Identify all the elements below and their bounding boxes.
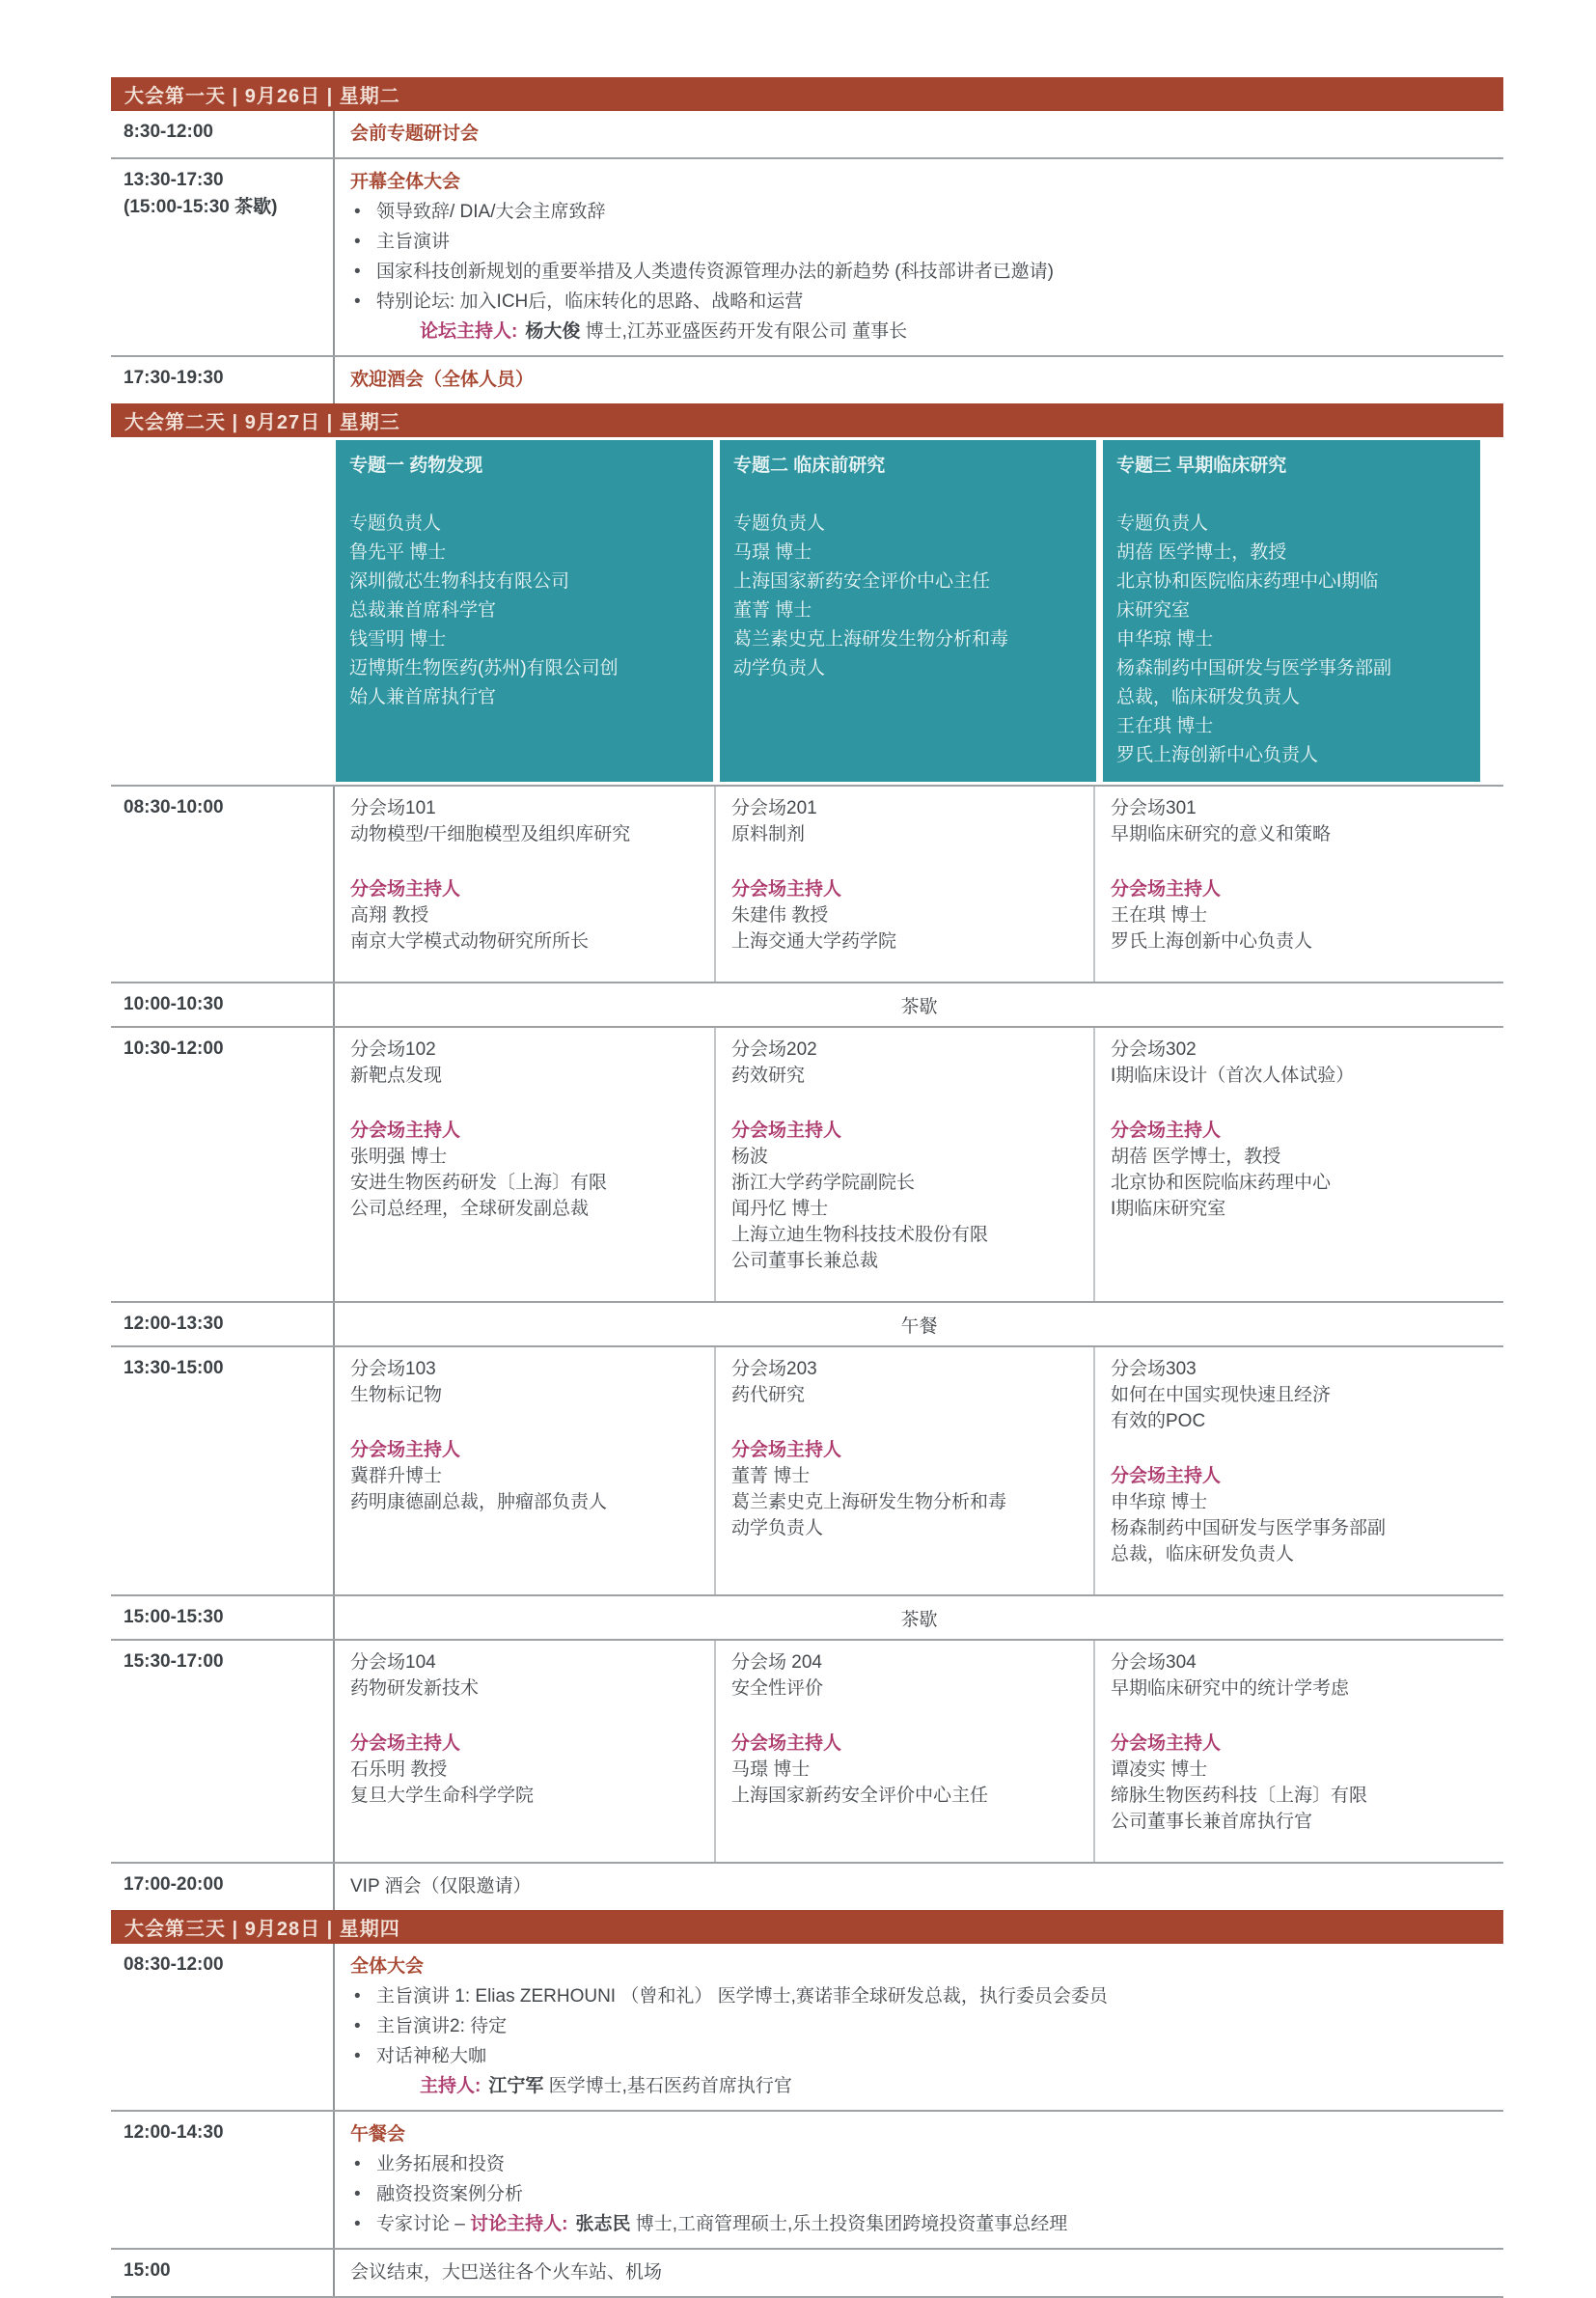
topic-title: 专题二 临床前研究 <box>733 456 886 476</box>
time-label: 08:30-10:00 <box>124 797 224 817</box>
session-title-line: 原料制剂 <box>731 824 806 844</box>
content-cell <box>333 159 1503 355</box>
topic-line: 罗氏上海创新中心负责人 <box>1116 745 1319 765</box>
event-title: 全体大会 <box>350 1956 425 1977</box>
session-title-line: 生物标记物 <box>350 1385 443 1405</box>
session-chair-line: 马璟 博士 <box>731 1759 811 1780</box>
line-body: 融资投资案例分析 <box>376 2184 524 2204</box>
agenda-line <box>350 317 1490 346</box>
content-cell <box>333 983 1503 1026</box>
content-cell <box>333 1641 1503 1862</box>
agenda-row-bullets <box>111 2112 1503 2250</box>
moderator-label: 讨论主持人: <box>470 2214 568 2234</box>
content-cell <box>333 1944 1503 2110</box>
agenda-line <box>350 2011 1490 2041</box>
agenda-row-topics <box>111 437 1503 787</box>
session-chair-line: 冀群升博士 <box>350 1466 443 1486</box>
time-label: 17:30-19:30 <box>124 368 224 388</box>
time-label: 08:30-12:00 <box>124 1954 224 1975</box>
line-body: 特别论坛: 加入ICH后，临床转化的思路、战略和运营 <box>376 291 804 312</box>
content-cell <box>333 111 1503 157</box>
agenda-line <box>350 2209 1490 2239</box>
agenda-row-title <box>111 111 1503 159</box>
bullet-icon: • <box>354 2046 361 2066</box>
time-label: 15:00-15:30 <box>124 1607 224 1627</box>
topic-line: 床研究室 <box>1116 600 1191 621</box>
session-chair-line: 胡蓓 医学博士，教授 <box>1111 1147 1281 1167</box>
session-chair-line: 公司董事长兼总裁 <box>731 1251 879 1271</box>
line-body: 医学博士,基石医药首席执行官 <box>543 2076 792 2096</box>
line-body: 主旨演讲 <box>376 232 451 252</box>
line-body: 主旨演讲2: 待定 <box>376 2016 508 2036</box>
topic-line: 总裁兼首席科学官 <box>349 600 497 621</box>
line-body: 对话神秘大咖 <box>376 2046 487 2066</box>
session-cell-3 <box>1093 787 1503 982</box>
line-body: 博士,江苏亚盛医药开发有限公司 董事长 <box>580 321 908 342</box>
session-chair-line: 高翔 教授 <box>350 905 429 926</box>
session-chair-line: 朱建伟 教授 <box>731 905 829 926</box>
topic-line: 胡蓓 医学博士，教授 <box>1116 542 1287 563</box>
person-name: 杨大俊 <box>525 321 581 342</box>
bullet-icon: • <box>354 2154 361 2174</box>
break-label: 茶歇 <box>900 996 938 1017</box>
break-label: 午餐 <box>900 1315 938 1337</box>
topic-line: 总裁，临床研发负责人 <box>1116 687 1301 707</box>
agenda-row-sessions <box>111 787 1503 983</box>
day-header-label: 大会第三天 | 9月28日 | 星期四 <box>124 1919 400 1940</box>
time-label: 8:30-12:00 <box>124 122 213 142</box>
time-label: 15:30-17:00 <box>124 1651 224 1672</box>
session-chair-line: 公司总经理，全球研发副总裁 <box>350 1199 590 1219</box>
topic-line: 钱雪明 博士 <box>349 629 447 650</box>
agenda-line <box>350 2071 1490 2101</box>
session-chair-label: 分会场主持人 <box>1111 1466 1222 1486</box>
agenda-row-break <box>111 1303 1503 1347</box>
session-chair-line: 复旦大学生命科学学院 <box>350 1786 535 1806</box>
session-title-line: I期临床设计（首次人体试验） <box>1111 1066 1355 1086</box>
line-text <box>376 287 1490 317</box>
session-chair-line: 北京协和医院临床药理中心 <box>1111 1173 1332 1193</box>
bullet-icon: • <box>354 1986 361 2007</box>
session-chair-label: 分会场主持人 <box>350 1121 461 1141</box>
agenda-row-sessions <box>111 1347 1503 1596</box>
agenda-row-break <box>111 1596 1503 1641</box>
session-chair-line: 王在琪 博士 <box>1111 905 1208 926</box>
session-chair-line: 申华琼 博士 <box>1111 1492 1208 1512</box>
agenda-line <box>350 257 1490 287</box>
agenda-line <box>350 197 1490 227</box>
session-chair-line: 石乐明 教授 <box>350 1759 448 1780</box>
time-cell <box>111 787 333 982</box>
session-chair-label: 分会场主持人 <box>1111 879 1222 900</box>
content-cell <box>333 1347 1503 1594</box>
session-chair-line: 药明康德副总裁，肿瘤部负责人 <box>350 1492 608 1512</box>
line-text <box>376 257 1490 287</box>
person-name: 张志民 <box>575 2214 631 2234</box>
line-prefix: 专家讨论 – <box>376 2214 471 2234</box>
topic-line: 王在琪 博士 <box>1116 716 1214 736</box>
topic-line: 上海国家新药安全评价中心主任 <box>733 571 991 592</box>
time-label: 13:30-17:30 <box>124 170 224 190</box>
session-chair-line: 公司董事长兼首席执行官 <box>1111 1812 1313 1832</box>
line-body: 博士,工商管理硕士,乐土投资集团跨境投资董事总经理 <box>630 2214 1068 2234</box>
session-code: 分会场303 <box>1111 1359 1197 1379</box>
time-label: 12:00-14:30 <box>124 2122 224 2143</box>
event-title: 欢迎酒会（全体人员） <box>350 370 535 390</box>
session-chair-line: 上海立迪生物科技技术股份有限 <box>731 1225 989 1245</box>
bullet-icon: • <box>354 2016 361 2036</box>
topic-line: 专题负责人 <box>733 513 826 534</box>
time-cell <box>111 1864 333 1910</box>
line-text <box>420 317 1490 346</box>
session-code: 分会场103 <box>350 1359 436 1379</box>
session-cell-2 <box>714 1641 1093 1862</box>
content-cell <box>333 1303 1503 1345</box>
session-chair-line: 杨森制药中国研发与医学事务部副 <box>1111 1518 1387 1538</box>
bullet-icon: • <box>354 232 361 252</box>
bullet-icon: • <box>354 262 361 282</box>
session-chair-line: 安进生物医药研发〔上海〕有限 <box>350 1173 608 1193</box>
topic-line: 深圳微芯生物科技有限公司 <box>349 571 570 592</box>
topic-line: 鲁先平 博士 <box>349 542 447 563</box>
session-cell-3 <box>1093 1028 1503 1301</box>
time-cell <box>111 1303 333 1345</box>
event-title: 午餐会 <box>350 2124 406 2145</box>
time-label: 12:00-13:30 <box>124 1314 224 1334</box>
session-chair-label: 分会场主持人 <box>731 1121 842 1141</box>
day-1-header-bar <box>111 77 1503 111</box>
topic-line: 杨森制药中国研发与医学事务部副 <box>1116 658 1392 678</box>
time-cell <box>111 159 333 355</box>
event-title: VIP 酒会（仅限邀请） <box>350 1876 532 1897</box>
time-cell <box>111 437 333 785</box>
agenda-row-sessions <box>111 1641 1503 1864</box>
session-title-line: 药代研究 <box>731 1385 806 1405</box>
session-chair-label: 分会场主持人 <box>1111 1733 1222 1754</box>
agenda-line <box>350 2041 1490 2071</box>
moderator-label: 论坛主持人: <box>420 321 518 342</box>
agenda-row-title <box>111 1864 1503 1910</box>
session-chair-line: 动学负责人 <box>731 1518 824 1538</box>
agenda-row-bullets <box>111 1944 1503 2112</box>
time-cell <box>111 111 333 157</box>
session-cell-1 <box>335 1347 714 1594</box>
line-body: 业务拓展和投资 <box>376 2154 506 2174</box>
day-header-label: 大会第一天 | 9月26日 | 星期二 <box>124 86 400 107</box>
time-label: 17:00-20:00 <box>124 1874 224 1895</box>
content-cell <box>333 787 1503 982</box>
session-code: 分会场203 <box>731 1359 817 1379</box>
session-cell-2 <box>714 787 1093 982</box>
session-cell-3 <box>1093 1347 1503 1594</box>
session-chair-line: I期临床研究室 <box>1111 1199 1226 1219</box>
topic-line: 迈博斯生物医药(苏州)有限公司创 <box>349 658 619 678</box>
session-code: 分会场102 <box>350 1039 436 1060</box>
time-label: 10:00-10:30 <box>124 994 224 1014</box>
session-chair-label: 分会场主持人 <box>731 879 842 900</box>
session-code: 分会场302 <box>1111 1039 1197 1060</box>
topic-box-2 <box>720 440 1096 782</box>
line-text <box>376 227 1490 257</box>
time-cell <box>111 1347 333 1594</box>
session-code: 分会场104 <box>350 1652 436 1673</box>
line-text <box>376 1981 1490 2011</box>
time-cell <box>111 1028 333 1301</box>
time-cell <box>111 2112 333 2248</box>
session-chair-line: 上海交通大学药学院 <box>731 931 897 952</box>
session-code: 分会场202 <box>731 1039 817 1060</box>
day-3-header-bar <box>111 1910 1503 1944</box>
session-chair-line: 上海国家新药安全评价中心主任 <box>731 1786 989 1806</box>
bullet-icon: • <box>354 291 361 312</box>
session-chair-label: 分会场主持人 <box>350 1440 461 1460</box>
time-cell <box>111 1944 333 2110</box>
session-title-line: 药效研究 <box>731 1066 806 1086</box>
topic-line: 葛兰素史克上海研发生物分析和毒 <box>733 629 1009 650</box>
break-label: 茶歇 <box>900 1609 938 1630</box>
session-code: 分会场301 <box>1111 798 1197 818</box>
event-title: 会议结束，大巴送往各个火车站、机场 <box>350 2262 663 2283</box>
session-title-line: 新靶点发现 <box>350 1066 443 1086</box>
session-chair-label: 分会场主持人 <box>1111 1121 1222 1141</box>
agenda-row-break <box>111 983 1503 1028</box>
topic-title: 专题一 药物发现 <box>349 456 483 476</box>
time-label: 13:30-15:00 <box>124 1358 224 1378</box>
event-title: 会前专题研讨会 <box>350 124 480 144</box>
session-chair-line: 葛兰素史克上海研发生物分析和毒 <box>731 1492 1007 1512</box>
content-cell <box>333 1028 1503 1301</box>
session-code: 分会场 204 <box>731 1652 822 1673</box>
session-code: 分会场201 <box>731 798 817 818</box>
bullet-icon: • <box>354 2214 361 2234</box>
session-chair-label: 分会场主持人 <box>350 879 461 900</box>
time-cell <box>111 983 333 1026</box>
time-label: 15:00 <box>124 2260 171 2281</box>
time-sub-label: (15:00-15:30 茶歇) <box>124 197 278 217</box>
line-text <box>420 2071 1490 2101</box>
topic-line: 董菁 博士 <box>733 600 812 621</box>
time-cell <box>111 1641 333 1862</box>
content-cell <box>333 437 1503 785</box>
session-title-line: 早期临床研究的意义和策略 <box>1111 824 1332 844</box>
agenda-row-title <box>111 357 1503 403</box>
topic-title: 专题三 早期临床研究 <box>1116 456 1287 476</box>
agenda-line <box>350 227 1490 257</box>
agenda-line <box>350 2149 1490 2179</box>
session-title-line: 如何在中国实现快速且经济 <box>1111 1385 1332 1405</box>
agenda-line <box>350 2179 1490 2209</box>
bullet-icon: • <box>354 2184 361 2204</box>
content-cell <box>333 1864 1503 1910</box>
time-cell <box>111 1596 333 1639</box>
session-chair-label: 分会场主持人 <box>350 1733 461 1754</box>
session-chair-line: 闻丹忆 博士 <box>731 1199 829 1219</box>
topic-line: 北京协和医院临床药理中心I期临 <box>1116 571 1379 592</box>
line-body: 领导致辞/ DIA/大会主席致辞 <box>376 202 606 222</box>
day-2-header-bar <box>111 403 1503 437</box>
session-chair-line: 董菁 博士 <box>731 1466 811 1486</box>
session-code: 分会场304 <box>1111 1652 1197 1673</box>
line-body: 国家科技创新规划的重要举措及人类遗传资源管理办法的新趋势 (科技部讲者已邀请) <box>376 262 1054 282</box>
topic-box-3 <box>1103 440 1480 782</box>
day-header-label: 大会第二天 | 9月27日 | 星期三 <box>124 412 400 433</box>
session-chair-line: 浙江大学药学院副院长 <box>731 1173 916 1193</box>
topic-line: 动学负责人 <box>733 658 826 678</box>
session-code: 分会场101 <box>350 798 436 818</box>
line-text <box>376 197 1490 227</box>
line-text <box>376 2041 1490 2071</box>
line-text <box>376 2149 1490 2179</box>
content-cell <box>333 357 1503 403</box>
topic-box-1 <box>336 440 713 782</box>
topic-line: 马璟 博士 <box>733 542 812 563</box>
agenda-row-title <box>111 2250 1503 2298</box>
content-cell <box>333 2250 1503 2296</box>
topic-line: 申华琼 博士 <box>1116 629 1214 650</box>
time-cell <box>111 2250 333 2296</box>
line-text <box>376 2011 1490 2041</box>
session-cell-1 <box>335 787 714 982</box>
agenda-row-sessions <box>111 1028 1503 1303</box>
session-title-line: 动物模型/干细胞模型及组织库研究 <box>350 824 631 844</box>
session-title-line: 有效的POC <box>1111 1411 1206 1431</box>
content-cell <box>333 1596 1503 1639</box>
session-chair-label: 分会场主持人 <box>731 1440 842 1460</box>
session-chair-line: 总裁，临床研发负责人 <box>1111 1544 1295 1564</box>
session-chair-line: 罗氏上海创新中心负责人 <box>1111 931 1313 952</box>
topic-line: 专题负责人 <box>349 513 442 534</box>
session-title-line: 安全性评价 <box>731 1678 824 1699</box>
session-cell-2 <box>714 1347 1093 1594</box>
session-chair-line: 谭凌实 博士 <box>1111 1759 1208 1780</box>
session-chair-line: 杨波 <box>731 1147 769 1167</box>
event-title: 开幕全体大会 <box>350 172 461 192</box>
line-text <box>376 2179 1490 2209</box>
agenda-line <box>350 287 1490 317</box>
time-label: 10:30-12:00 <box>124 1038 224 1059</box>
line-text <box>376 2209 1490 2239</box>
session-chair-label: 分会场主持人 <box>731 1733 842 1754</box>
session-chair-line: 张明强 博士 <box>350 1147 448 1167</box>
session-cell-3 <box>1093 1641 1503 1862</box>
time-cell <box>111 357 333 403</box>
agenda-row-bullets <box>111 159 1503 357</box>
session-cell-2 <box>714 1028 1093 1301</box>
moderator-label: 主持人: <box>420 2076 482 2096</box>
session-title-line: 药物研发新技术 <box>350 1678 480 1699</box>
session-title-line: 早期临床研究中的统计学考虑 <box>1111 1678 1350 1699</box>
session-cell-1 <box>335 1028 714 1301</box>
topic-line: 专题负责人 <box>1116 513 1209 534</box>
topic-line: 始人兼首席执行官 <box>349 687 497 707</box>
content-cell <box>333 2112 1503 2248</box>
line-body: 主旨演讲 1: Elias ZERHOUNI （曾和礼） 医学博士,赛诺菲全球研发总裁，执行委员会委员 <box>376 1986 1108 2007</box>
session-cell-1 <box>335 1641 714 1862</box>
session-chair-line: 缔脉生物医药科技〔上海〕有限 <box>1111 1786 1368 1806</box>
session-chair-line: 南京大学模式动物研究所所长 <box>350 931 590 952</box>
bullet-icon: • <box>354 202 361 222</box>
person-name: 江宁军 <box>488 2076 544 2096</box>
agenda <box>111 77 1503 2298</box>
agenda-line <box>350 1981 1490 2011</box>
